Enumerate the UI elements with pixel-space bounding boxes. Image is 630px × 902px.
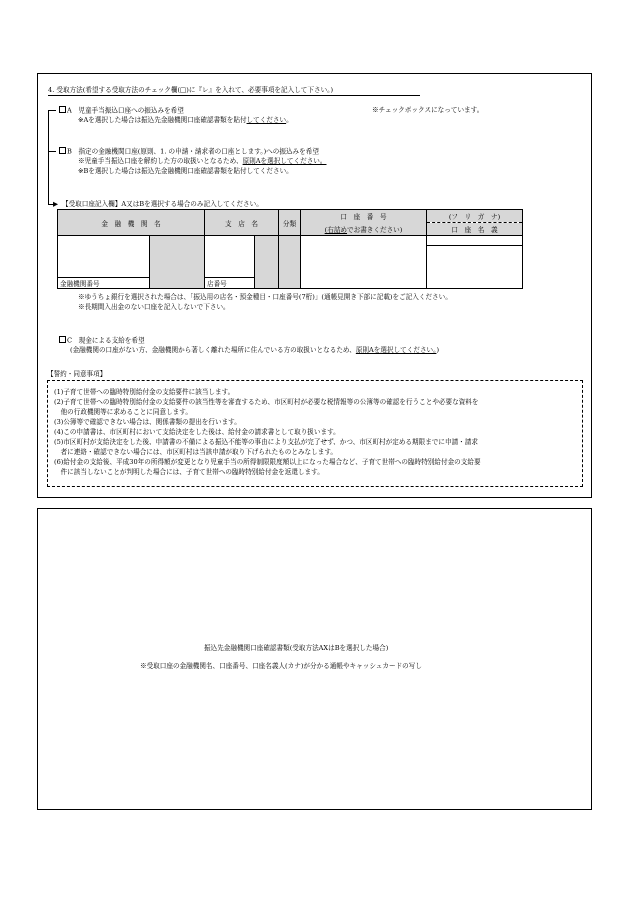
- arrow-icon: ▶: [53, 200, 59, 208]
- consent-line-4: (3)公簿等で確認できない場合は、関係書類の提出を行います。: [54, 418, 241, 426]
- branch-type-field: [255, 236, 279, 289]
- kana-field[interactable]: [427, 236, 523, 246]
- option-b-note-1: ※児童手当振込口座を解約した方の取扱いとなるため、原則Aを選択してください。: [78, 157, 327, 165]
- option-c-note: (金融機関の口座がない方、金融機関から著しく離れた場所に住んでいる方の取扱いとなるため、原則Aを選択してください。): [70, 346, 440, 354]
- bank-code-field[interactable]: 金融機関番号: [58, 278, 150, 289]
- option-b-label: B 指定の金融機関口座(原則、1. の申請・請求者の口座とします。)への振込みを希望: [67, 147, 319, 156]
- attachment-area: [37, 508, 592, 810]
- option-a-checkbox[interactable]: [59, 106, 66, 113]
- consent-line-3: 他の行政機関等に求めることに同意します。: [54, 408, 192, 416]
- option-c[interactable]: [59, 336, 145, 345]
- consent-line-5: (4)この申請書は、市区町村において支給決定をした後は、給付金の請求書として取り扱います。: [54, 428, 340, 436]
- branch-name-header: 支 店 名: [205, 210, 279, 236]
- section4-heading: 4. 受取方法(希望する受取方法のチェック欄(□)に『レ』を入れて、必要事項を記入して下さい。): [48, 86, 334, 94]
- long-term-note: ※長期間入出金のない口座を記入しないで下さい。: [78, 303, 230, 311]
- heading-underline: [48, 95, 420, 96]
- consent-line-6: (5)市区町村が支給決定をした後、申請書の不備による振込不能等の事由により支払が完了せず、かつ、市区町村が定める期限までに申請・請求: [54, 438, 478, 446]
- bank-name-header: 金 融 機 関 名: [58, 210, 205, 236]
- account-heading: 【受取口座記入欄】A又はBを選択する場合のみ記入してください。: [62, 200, 263, 208]
- branch-name-field[interactable]: [205, 236, 255, 278]
- option-b-note-2: ※Bを選択した場合は振込先金融機関口座確認書類を貼付してください。: [78, 167, 293, 175]
- option-a-label: A 児童手当振込口座への振込みを希望: [67, 106, 184, 115]
- option-a-note: ※Aを選択した場合は振込先金融機関口座確認書類を貼付してください。: [78, 116, 293, 124]
- holder-field[interactable]: [427, 246, 523, 289]
- account-number-field[interactable]: [301, 236, 427, 289]
- consent-line-1: (1)子育て世帯への臨時特別給付金の支給要件に該当します。: [54, 388, 235, 396]
- kana-header: (フ リ ガ ナ): [427, 210, 523, 223]
- checkbox-note: ※チェックボックスになっています。: [372, 106, 484, 114]
- account-table: [57, 209, 523, 289]
- option-c-label: C 現金による支給を希望: [67, 336, 145, 345]
- consent-heading: 【誓約・同意事項】: [47, 370, 107, 378]
- option-c-checkbox[interactable]: [59, 336, 66, 343]
- yucho-note: ※ゆうちょ銀行を選択された場合は、「振込用の店名・預金種目・口座番号(7桁)」(通帳見開き下部に記載)をご記入ください。: [78, 293, 452, 301]
- option-b-checkbox[interactable]: [59, 147, 66, 154]
- consent-line-2: (2)子育て世帯への臨時特別給付金の支給要件の該当性等を審査するため、市区町村が必要な税情報等の公簿等の確認を行うことや必要な資料を: [54, 398, 479, 406]
- type-header: 分類: [279, 210, 301, 236]
- branch-code-field[interactable]: 店番号: [205, 278, 255, 289]
- account-number-subheader: (右詰めでお書きください): [301, 223, 427, 236]
- account-type-field: [279, 236, 301, 289]
- option-a[interactable]: [59, 106, 184, 115]
- account-number-header: 口 座 番 号: [301, 210, 427, 223]
- attachment-note: ※受取口座の金融機関名、口座番号、口座名義人(カナ)が分かる通帳やキャッシュカードの写し: [140, 662, 422, 670]
- consent-line-7: 者に連絡・確認できない場合には、市区町村は当該申請が取り下げられたものとみなします。: [54, 448, 338, 456]
- attachment-title: 振込先金融機関口座確認書類(受取方法AXはBを選択した場合): [204, 644, 389, 652]
- consent-line-8: (6)給付金の支給後、平成30年の所得額が変更となり児童手当の所得制限限度額以上になった場合など、子育て世帯への臨時特別給付金の支給要: [54, 458, 481, 466]
- holder-header: 口 座 名 義: [427, 223, 523, 236]
- option-b[interactable]: [59, 147, 319, 156]
- bank-name-field[interactable]: [58, 236, 150, 278]
- bank-type-field: [150, 236, 205, 289]
- consent-line-9: 件に該当しないことが判明した場合には、子育て世帯への臨時特別給付金を返還します。: [54, 468, 324, 476]
